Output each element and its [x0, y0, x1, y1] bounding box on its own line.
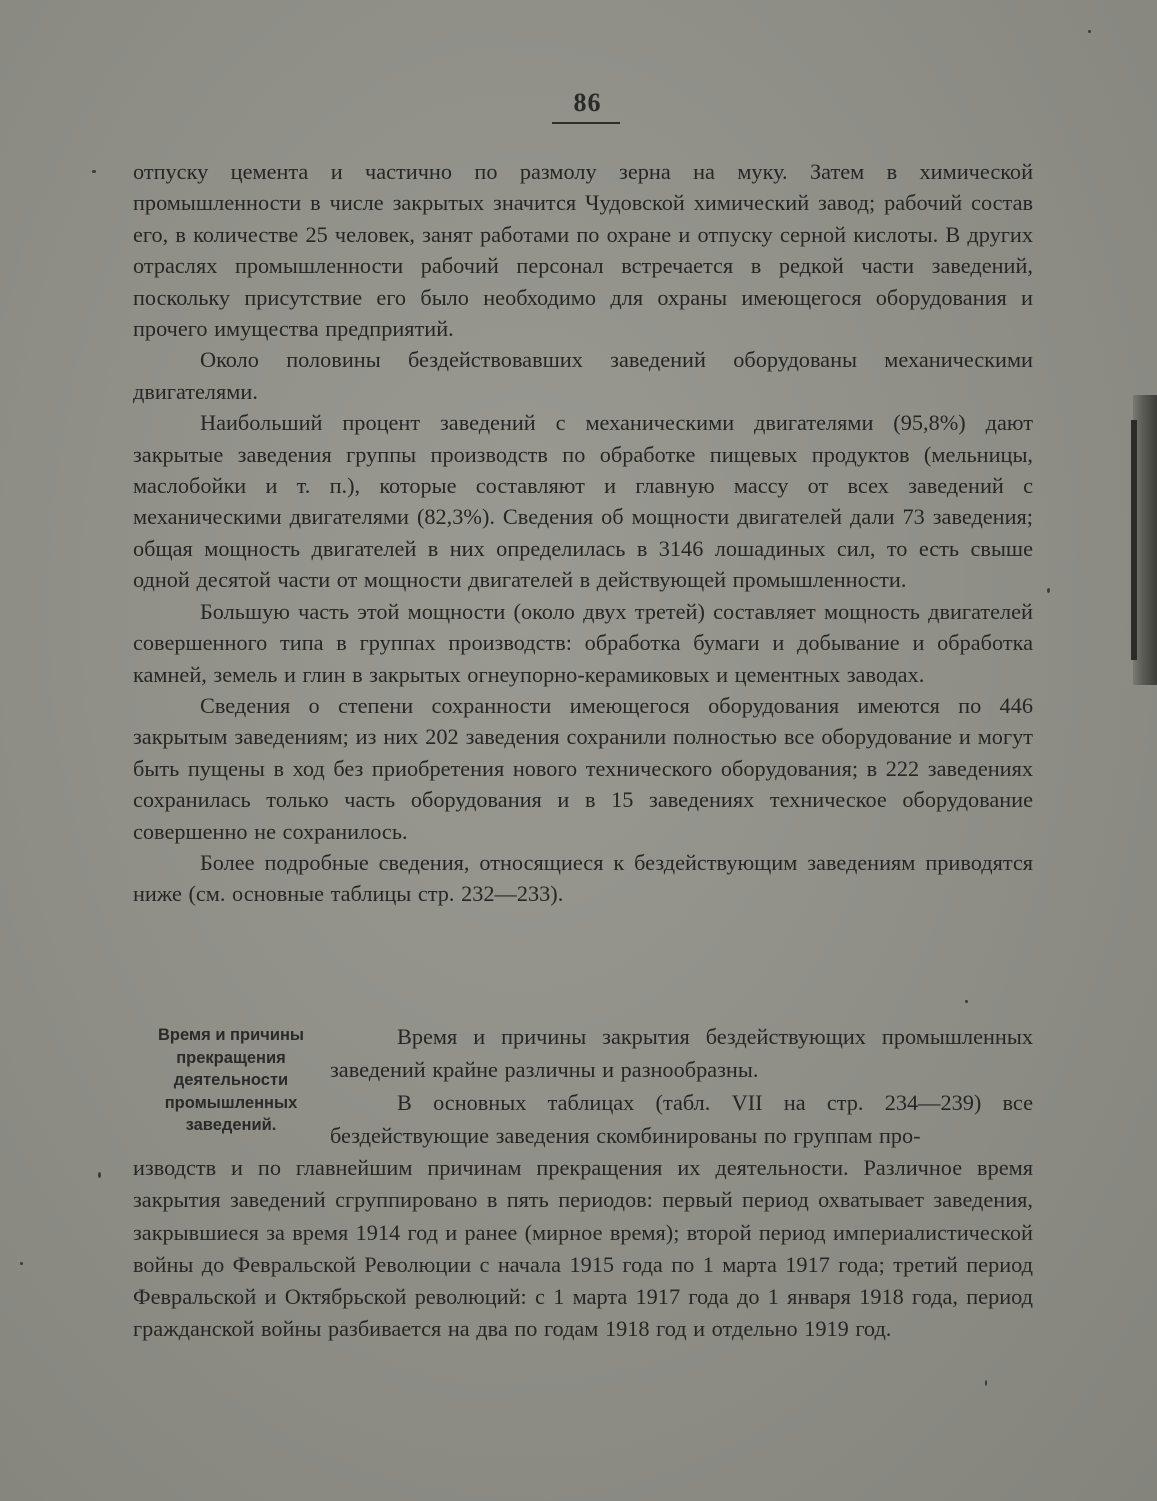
- paragraph-4: Большую часть этой мощности (около двух третей) составляет мощность двигателей совершенного типа в группах производств: обработка бумаги и добывание и обработка камней, земель и глин в закрытых огнеупорно-керамиковых и цементных заводах.: [133, 598, 1033, 687]
- paragraph-3: Наибольший процент заведений с механическими двигателями (95,8%) дают закрытые заведения группы производств по обработке пищевых продуктов (мельницы, маслобойки и т. п.), которые составляют и главную массу от всех заведений с механическими двигателями (82,3%). Сведения об мощности двигателей дали 73 заведения; общая мощность двигателей в них определилась в 3146 лошадиных сил, то есть свыше одной десятой части от мощности двигателей в действующей промышленности.: [133, 410, 1033, 593]
- paragraph-2: Около половины бездействовавших заведений оборудованы механическими двигателями.: [133, 347, 1033, 404]
- paper-speck: [985, 1380, 987, 1386]
- section-text: [330, 1020, 1033, 1152]
- paragraph-5: Сведения о степени сохранности имеющегося оборудования имеются по 446 закрытым заведениям; из них 202 заведения сохранили полностью все оборудование и могут быть пущены в ход без приобретения нового технического оборудования; в 222 заведениях сохранилась только часть оборудования и в 15 заведениях техническое оборудование совершенно не сохранилось.: [133, 692, 1033, 844]
- page-number-underline: [552, 122, 620, 124]
- section-text-continued: [133, 1152, 1033, 1346]
- margin-heading: Время и причины прекращения деятельности промышленных заведений.: [157, 1026, 305, 1134]
- paper-speck: [965, 1000, 968, 1003]
- paragraph-1: отпуску цемента и частично по размолу зерна на муку. Затем в химической промышленности в числе закрытых значится Чудовской химический завод; рабочий состав его, в количестве 25 человек, занят работами по охране и отпуску серной кислоты. В других отраслях промышленности рабочий персонал встречается в редкой части заведений, поскольку присутствие его было необходимо для охраны имеющегося оборудования и прочего имущества предприятий.: [133, 159, 1033, 342]
- paragraph-6: Более подробные сведения, относящиеся к бездействующим заведениям приводятся ниже (см. основные таблицы стр. 232—233).: [133, 849, 1033, 907]
- section-paragraph-1: Время и причины закрытия бездействующих промышленных заведений крайне различны и разнообразны.: [330, 1024, 1033, 1082]
- section-paragraph-2-rest: изводств и по главнейшим причинам прекращения их деятельности. Различное время закрытия заведений сгруппировано в пять периодов: первый период охватывает заведения, закрывшиеся за время 1914 год и ранее (мирное время); второй период империалистической войны до Февральской Революции с начала 1915 года по 1 марта 1917 года; третий период Февральской и Октябрьской революций: с 1 марта 1917 года до 1 января 1918 года, период гражданской войны разбивается на два по годам 1918 год и отдельно 1919 год.: [133, 1155, 1033, 1342]
- page-number: 86: [573, 88, 602, 117]
- paper-speck: [1047, 588, 1050, 593]
- section-paragraph-2-start: В основных таблицах (табл. VII на стр. 234—239) все бездействующие заведения скомбинированы по группам про-: [330, 1090, 1033, 1148]
- paper-speck: [20, 1262, 23, 1265]
- binding-strip: [1131, 420, 1137, 660]
- paper-speck: [98, 1172, 101, 1178]
- paper-speck: [1088, 30, 1091, 33]
- main-text: [133, 156, 1033, 910]
- paper-speck: [92, 170, 96, 173]
